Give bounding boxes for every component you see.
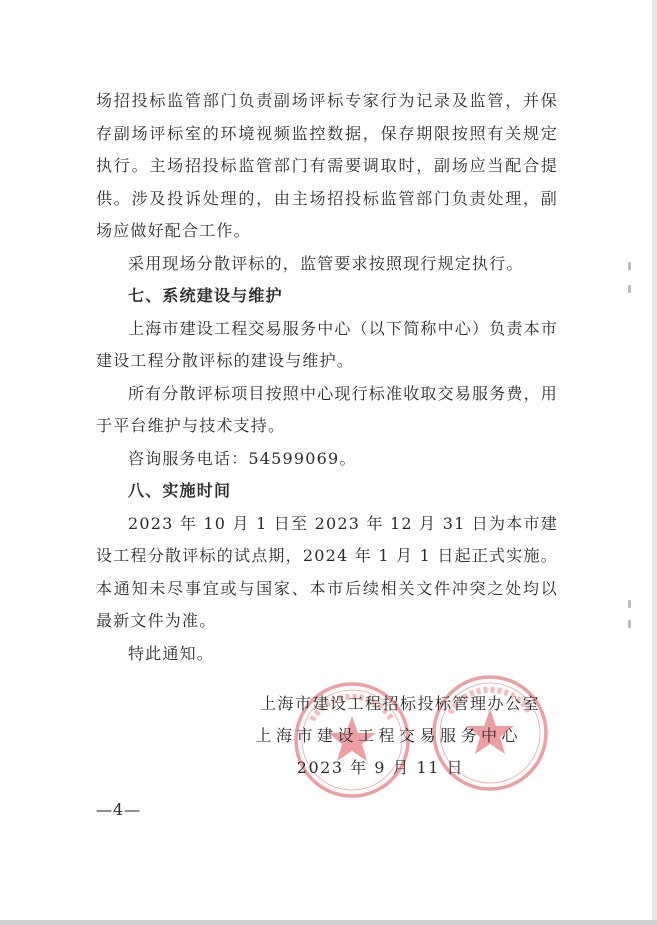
signature-org-1: 上海市建设工程招标投标管理办公室 (259, 694, 540, 713)
binding-mark (628, 262, 631, 270)
paragraph-center-duty: 上海市建设工程交易服务中心（以下简称中心）负责本市建设工程分散评标的建设与维护。 (96, 318, 559, 370)
binding-mark (628, 620, 631, 628)
paragraph-closing: 特此通知。 (128, 643, 215, 663)
page-number: —4— (96, 800, 142, 819)
page-edge-right (652, 0, 657, 925)
paragraph-hotline: 咨询服务电话：54599069。 (128, 448, 357, 468)
signature-org-2: 上海市建设工程交易服务中心 (255, 726, 522, 745)
signature-date: 2023 年 9 月 11 日 (296, 758, 464, 777)
signature-block (240, 688, 540, 784)
paragraph-service-fee: 所有分散评标项目按照中心现行标准收取交易服务费，用于平台维护与技术支持。 (96, 383, 559, 435)
paragraph-implementation-date: 2023 年 10 月 1 日至 2023 年 12 月 31 日为本市建设工程分散评标的试点期，2024 年 1 月 1 日起正式实施。本通知未尽事宜或与国家、本市后续相关文件冲突之处均以最新文件为准。 (96, 513, 558, 630)
paragraph-onsite-review: 采用现场分散评标的，监管要求按照现行规定执行。 (128, 253, 524, 273)
binding-mark (628, 600, 631, 608)
section-heading-seven: 七、系统建设与维护 (128, 286, 283, 305)
paragraph-monitoring: 场招投标监管部门负责副场评标专家行为记录及监管，并保存副场评标室的环境视频监控数据，保存期限按照有关规定执行。主场招投标监管部门有需要调取时，副场应当配合提供。涉及投诉处理的，由主场招投标监管部门负责处理，副场应做好配合工作。 (96, 91, 558, 240)
binding-mark (628, 285, 631, 293)
section-heading-eight: 八、实施时间 (128, 481, 232, 500)
page-edge-bottom (0, 920, 657, 925)
document-body (96, 85, 558, 670)
